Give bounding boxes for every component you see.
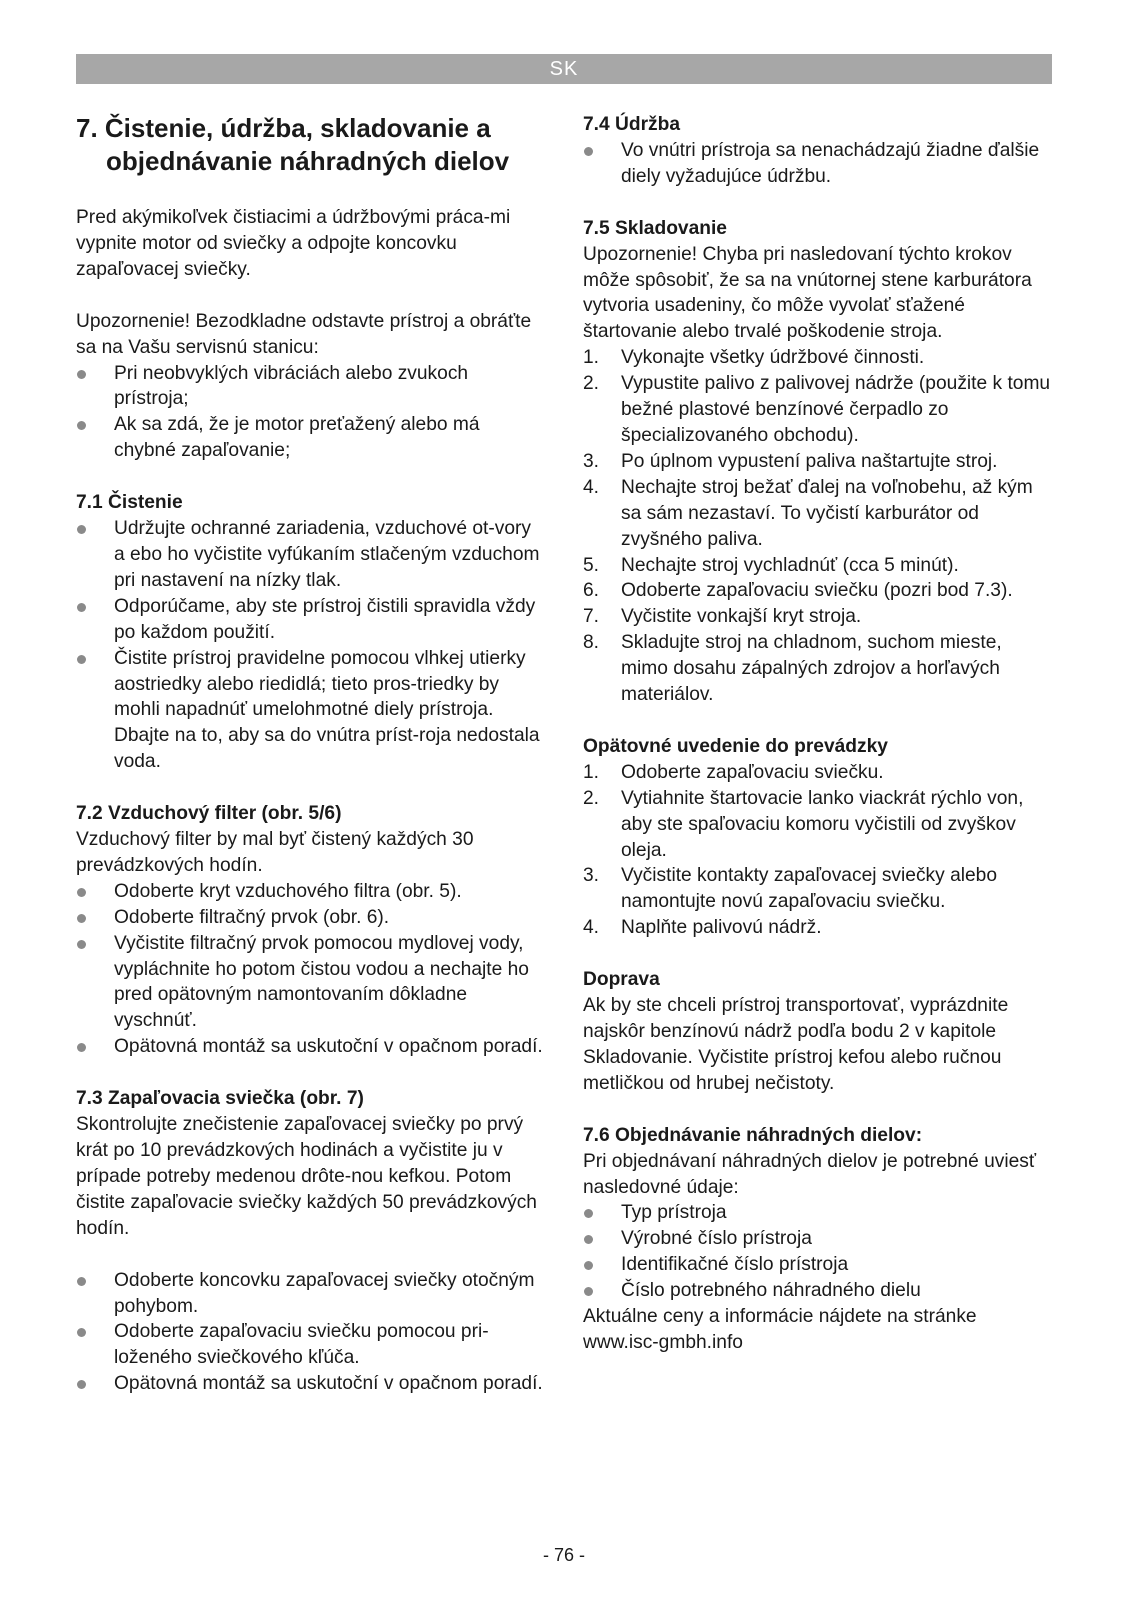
step-text: Odoberte zapaľovaciu sviečku. — [621, 761, 884, 783]
step-number: 1. — [583, 347, 600, 369]
step-text: Vypustite palivo z palivovej nádrže (použite k tomu bežné plastové benzínové čerpadlo zo špecializovaného obchodu). — [621, 373, 1051, 446]
step-number: 3. — [583, 865, 600, 887]
step-number: 5. — [583, 554, 600, 576]
list-item: Ak sa zdá, že je motor preťažený alebo má chybné zapaľovanie; — [76, 412, 546, 464]
list-item: Číslo potrebného náhradného dielu — [583, 1278, 1053, 1304]
step-text: Odoberte zapaľovaciu sviečku (pozri bod 7.3). — [621, 580, 1013, 602]
step-text: Vytiahnite štartovacie lanko viackrát rýchlo von, aby ste spaľovaciu komoru vyčistili od zvyškov oleja. — [621, 787, 1024, 861]
page-number: - 76 - — [542, 1545, 585, 1565]
step-text: Vykonajte všetky údržbové činnosti. — [621, 347, 925, 369]
section-title-air-filter: 7.2 Vzduchový filter (obr. 5/6) — [76, 803, 342, 825]
list-item: Opätovná montáž sa uskutoční v opačnom poradí. — [76, 1034, 546, 1060]
step-text: Po úplnom vypustení paliva naštartujte stroj. — [621, 450, 998, 472]
list-item: Odoberte koncovku zapaľovacej sviečky otočným pohybom. — [76, 1268, 546, 1320]
list-item: Odoberte kryt vzduchového filtra (obr. 5). — [76, 879, 546, 905]
list-item: Vo vnútri prístroja sa nenachádzajú žiadne ďalšie diely vyžadujúce údržbu. — [583, 138, 1053, 190]
list-item: Odporúčame, aby ste prístroj čistili spravidla vždy po každom použití. — [76, 594, 546, 646]
list-item: Čistite prístroj pravidelne pomocou vlhkej utierky aostriedky alebo riedidlá; tieto pros-triedky by mohli napadnúť umelohmotné diely prístroja. Dbajte na to, aby sa do vnútra príst-roja nedostala voda. — [76, 646, 546, 776]
step-number: 3. — [583, 450, 600, 472]
list-item: Výrobné číslo prístroja — [583, 1226, 1053, 1252]
step-text: Vyčistite vonkajší kryt stroja. — [621, 606, 862, 628]
section-title-restart: Opätovné uvedenie do prevádzky — [583, 735, 888, 757]
air-filter-list — [76, 879, 546, 1060]
step-number: 8. — [583, 632, 600, 654]
section-title-spark-plug: 7.3 Zapaľovacia sviečka (obr. 7) — [76, 1088, 364, 1110]
list-item — [583, 760, 1053, 786]
list-item: Odoberte zapaľovaciu sviečku pomocou pri-loženého sviečkového kľúča. — [76, 1319, 546, 1371]
step-text: Naplňte palivovú nádrž. — [621, 917, 822, 939]
right-column — [583, 112, 1053, 1356]
list-item: Pri neobvyklých vibráciách alebo zvukoch prístroja; — [76, 361, 546, 413]
cleaning-list — [76, 516, 546, 775]
language-header-bar — [76, 54, 1052, 84]
restart-steps — [583, 760, 1053, 941]
list-item — [583, 630, 1053, 708]
storage-steps — [583, 345, 1053, 708]
list-item: Vyčistite filtračný prvok pomocou mydlovej vody, vypláchnite ho potom čistou vodou a nechajte ho pred opätovným namontovaním dôkladne vyschnúť. — [76, 931, 546, 1035]
step-number: 1. — [583, 761, 600, 783]
list-item — [583, 578, 1053, 604]
list-item: Odoberte filtračný prvok (obr. 6). — [76, 905, 546, 931]
air-filter-text: Vzduchový filter by mal byť čistený každých 30 prevádzkových hodín. — [76, 829, 474, 876]
warning-paragraph: Upozornenie! Bezodkladne odstavte prístroj a obráťte sa na Vašu servisnú stanicu: — [76, 310, 532, 358]
spare-parts-footer: Aktuálne ceny a informácie nájdete na stránke www.isc-gmbh.info — [583, 1306, 977, 1353]
list-item: Typ prístroja — [583, 1200, 1053, 1226]
step-text: Vyčistite kontakty zapaľovacej sviečky alebo namontujte novú zapaľovaciu sviečku. — [621, 865, 998, 913]
left-column — [76, 112, 546, 1397]
chapter-title: 7. Čistenie, údržba, skladovanie a objednávanie náhradných dielov — [76, 113, 510, 176]
list-item: Udržujte ochranné zariadenia, vzduchové ot-vory a ebo ho vyčistite vyfúkaním stlačeným vzduchom pri nastavení na nízky tlak. — [76, 516, 546, 594]
step-text: Skladujte stroj na chladnom, suchom mieste, mimo dosahu zápalných zdrojov a horľavých materiálov. — [621, 632, 1002, 706]
step-number: 2. — [583, 373, 600, 395]
spark-plug-text: Skontrolujte znečistenie zapaľovacej sviečky po prvý krát po 10 prevádzkových hodinách a vyčistite ju v prípade potreby medenou drôte-nou kefkou. Potom čistite zapaľovacie sviečky každých 50 prevádzkových hodín. — [76, 1114, 537, 1239]
step-number: 4. — [583, 917, 600, 939]
section-title-maintenance: 7.4 Údržba — [583, 114, 681, 135]
spare-parts-text: Pri objednávaní náhradných dielov je potrebné uviesť nasledovné údaje: — [583, 1150, 1037, 1198]
list-item: Opätovná montáž sa uskutoční v opačnom poradí. — [76, 1371, 546, 1397]
list-item — [583, 604, 1053, 630]
list-item — [583, 863, 1053, 915]
list-item — [583, 553, 1053, 579]
step-number: 2. — [583, 787, 600, 809]
list-item — [583, 475, 1053, 553]
storage-text: Upozornenie! Chyba pri nasledovaní týchto krokov môže spôsobiť, že sa na vnútornej stene karburátora vytvoria usadeniny, čo môže vyvolať sťažené štartovanie alebo trvalé poškodenie stroja. — [583, 243, 1032, 343]
list-item — [583, 371, 1053, 449]
language-code: SK — [549, 58, 579, 80]
spare-parts-list — [583, 1200, 1053, 1304]
list-item — [583, 345, 1053, 371]
spark-plug-list — [76, 1268, 546, 1398]
list-item — [583, 449, 1053, 475]
list-item — [583, 915, 1053, 941]
step-number: 4. — [583, 476, 600, 498]
step-text: Nechajte stroj bežať ďalej na voľnobehu, až kým sa sám nezastaví. To vyčistí karburátor od zvyšného paliva. — [621, 476, 1033, 550]
section-title-storage: 7.5 Skladovanie — [583, 217, 727, 239]
list-item: Identifikačné číslo prístroja — [583, 1252, 1053, 1278]
intro-paragraph: Pred akýmikoľvek čistiacimi a údržbovými práca-mi vypnite motor od sviečky a odpojte koncovku zapaľovacej sviečky. — [76, 207, 511, 280]
section-title-transport: Doprava — [583, 969, 660, 991]
step-text: Nechajte stroj vychladnúť (cca 5 minút). — [621, 554, 959, 576]
section-title-spare-parts: 7.6 Objednávanie náhradných dielov: — [583, 1124, 923, 1146]
warning-list — [76, 361, 546, 465]
step-number: 7. — [583, 606, 600, 628]
list-item — [583, 786, 1053, 864]
section-title-cleaning: 7.1 Čistenie — [76, 492, 183, 514]
transport-text: Ak by ste chceli prístroj transportovať, vyprázdnite najskôr benzínovú nádrž podľa bodu 2 v kapitole Skladovanie. Vyčistite prístroj kefou alebo ručnou metličkou od hrubej nečistoty. — [583, 995, 1009, 1094]
maintenance-list — [583, 138, 1053, 190]
step-number: 6. — [583, 580, 600, 602]
